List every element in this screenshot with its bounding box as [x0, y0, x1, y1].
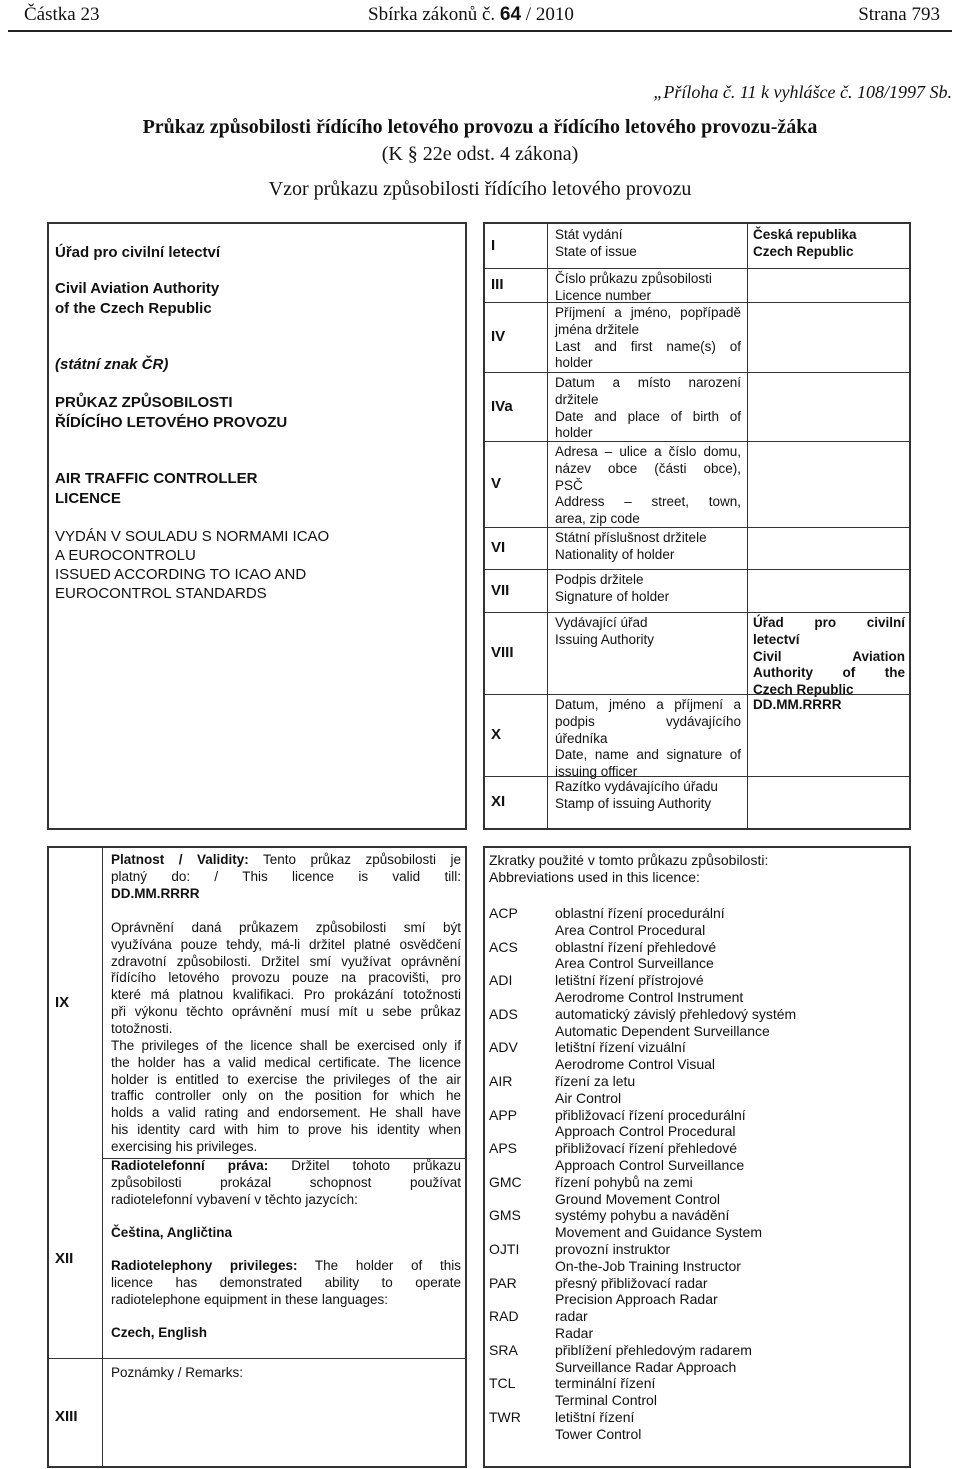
abbreviation-code: GMS [489, 1207, 521, 1224]
issued-statement-line1: VYDÁN V SOULADU S NORMAMI ICAO [55, 528, 330, 545]
table-divider [485, 302, 909, 303]
abbreviation-desc-cz: přibližovací řízení procedurální [555, 1106, 746, 1123]
table-divider [485, 612, 909, 613]
row-number: I [491, 237, 496, 254]
row-label [555, 227, 741, 261]
header-page-number: Strana 793 [858, 4, 940, 25]
abbreviation-item [489, 1409, 909, 1443]
row-number: VIII [491, 644, 514, 661]
radiotelephony-en [111, 1258, 461, 1308]
table-divider [485, 694, 909, 695]
row-label-line: podpis vydávajícího [555, 713, 741, 729]
privilege-line: holder is entitled to exercise the privileges of the air [111, 1071, 461, 1087]
licence-title-en-line1: AIR TRAFFIC CONTROLLER [55, 470, 258, 487]
abbreviation-code: ACS [489, 938, 518, 955]
row-number: VII [491, 581, 510, 599]
abbreviation-desc-en: Ground Movement Control [555, 1190, 720, 1207]
row-label-line: Issuing Authority [555, 631, 655, 647]
abbreviation-desc-cz: letištní řízení přístrojové [555, 972, 704, 989]
row-label [555, 271, 741, 305]
abbreviation-item [489, 1308, 909, 1342]
header-collection [368, 4, 574, 26]
abbreviation-desc-en: Precision Approach Radar [555, 1291, 718, 1308]
abbreviation-desc-cz: oblastní řízení přehledové [555, 938, 717, 955]
row-label-line: Date and place of birth of [555, 408, 741, 424]
abbreviations-list [489, 905, 909, 1445]
row-value-line: Czech Republic [753, 243, 854, 259]
row-value-line: Česká republika [753, 227, 857, 242]
abbreviation-desc-en: Terminal Control [555, 1392, 657, 1409]
radio-en-text: The holder of this [297, 1258, 461, 1273]
row-label-line: název obce (části obce), [555, 460, 741, 476]
radiotelephony-cz [111, 1158, 461, 1208]
abbreviation-desc-en: Surveillance Radar Approach [555, 1358, 737, 1375]
row-label [555, 305, 741, 372]
row-value-line: Civil Aviation [753, 648, 905, 664]
radio-line: radiotelefonní vybavení v těchto jazycích: [111, 1191, 358, 1207]
row-number: IX [55, 994, 70, 1011]
row-label-line: Licence number [555, 287, 652, 303]
abbreviation-code: ADI [489, 972, 513, 989]
abbreviation-desc-en: Radar [555, 1324, 594, 1341]
row-label-line: holder [555, 355, 593, 371]
radio-line [111, 1258, 461, 1275]
abbreviation-code: PAR [489, 1274, 517, 1291]
row-label-line: držitele [555, 391, 599, 407]
licence-back-left [47, 846, 467, 1468]
issued-statement-line2: A EUROCONTROLU [55, 547, 196, 564]
abbreviations-title-en: Abbreviations used in this licence: [489, 869, 700, 885]
table-divider [102, 848, 103, 1466]
radio-line: licence has demonstrated ability to operate [111, 1274, 461, 1290]
licence-details-table [483, 222, 911, 830]
privileges-cz [111, 920, 461, 1038]
privilege-line: his identity card with him to prove his identity when [111, 1121, 461, 1137]
row-value [753, 615, 905, 699]
radio-line [111, 1158, 461, 1175]
row-label-line: Signature of holder [555, 588, 670, 604]
row-label-line: Razítko vydávajícího úřadu [555, 779, 718, 794]
validity-text: Tento průkaz způsobilosti je [248, 852, 461, 867]
abbreviation-code: RAD [489, 1308, 519, 1325]
table-divider [747, 224, 748, 828]
row-label-line: Date, name and signature of [555, 747, 741, 763]
abbreviation-code: ACP [489, 905, 518, 921]
abbreviation-code: SRA [489, 1341, 518, 1358]
table-divider [485, 527, 909, 528]
table-divider [485, 372, 909, 373]
row-value [753, 697, 905, 714]
privilege-line: při výkonu těchto oprávnění musí mít u sebe průkaz [111, 1003, 461, 1019]
issued-statement-line4: EUROCONTROL STANDARDS [55, 585, 267, 602]
row-label-line: úředníka [555, 730, 608, 746]
privilege-line: holds a valid rating and endorsement. He shall have [111, 1105, 461, 1121]
row-label-line: area, zip code [555, 511, 640, 527]
radio-line: způsobilosti prokázal schopnost používat [111, 1174, 461, 1190]
validity-date: DD.MM.RRRR [111, 885, 200, 901]
privilege-line: the holder has a valid medical certificate. The licence [111, 1054, 461, 1070]
abbreviation-desc-en: Movement and Guidance System [555, 1224, 762, 1241]
abbreviation-item [489, 972, 909, 1006]
row-label [555, 375, 741, 442]
table-divider [49, 1358, 465, 1359]
privilege-line: The privileges of the licence shall be exercised only if [111, 1038, 461, 1053]
row-label [555, 615, 741, 649]
row-label-line: Address – street, town, [555, 494, 741, 510]
abbreviation-desc-en: Area Control Procedural [555, 921, 706, 938]
abbreviation-desc-en: Aerodrome Control Instrument [555, 988, 744, 1005]
abbreviation-item [489, 939, 909, 973]
row-number: IVa [491, 397, 513, 415]
validity-line [111, 852, 461, 869]
abbreviation-desc-cz: oblastní řízení procedurální [555, 905, 725, 921]
row-label [555, 697, 741, 781]
abbreviation-desc-en: Approach Control Surveillance [555, 1156, 745, 1173]
abbreviation-desc-cz: radar [555, 1308, 588, 1325]
abbreviation-item [489, 1107, 909, 1141]
row-label [555, 444, 741, 528]
abbreviation-code: APP [489, 1106, 518, 1123]
row-value-line: Authority of the [753, 665, 905, 681]
table-divider [547, 224, 548, 828]
row-number: IV [491, 328, 506, 345]
annex-reference: „Příloha č. 11 k vyhlášce č. 108/1997 Sb. [653, 82, 952, 102]
privilege-line: zdravotní způsobilosti. Držitel smí využívat oprávnění [111, 953, 461, 969]
abbreviation-desc-cz: řízení za letu [555, 1073, 636, 1089]
privileges-en [111, 1038, 461, 1156]
row-label-line: jména držitele [555, 321, 640, 337]
header-collection-number: 64 [499, 4, 522, 25]
abbreviation-desc-en: Air Control [555, 1089, 622, 1106]
abbreviation-desc-en: Approach Control Procedural [555, 1123, 736, 1140]
row-label-line: Last and first name(s) of [555, 338, 741, 354]
abbreviation-code: ADS [489, 1005, 518, 1022]
row-number: X [491, 726, 502, 743]
privilege-line: které má platnou kvalifikaci. Pro prokázání totožnosti [111, 987, 461, 1003]
abbreviation-item [489, 1342, 909, 1376]
privilege-line: traffic controller only on the position for which he [111, 1088, 461, 1104]
abbreviation-desc-en: Aerodrome Control Visual [555, 1056, 716, 1073]
row-label-line: PSČ [555, 477, 583, 493]
abbreviation-desc-cz: systémy pohybu a navádění [555, 1207, 730, 1224]
languages-en: Czech, English [111, 1325, 208, 1340]
row-value-line: Czech Republic [753, 682, 854, 698]
radio-en-label: Radiotelephony privileges: [111, 1258, 298, 1273]
radio-cz-label: Radiotelefonní práva: [111, 1158, 269, 1173]
authority-name-en-line1: Civil Aviation Authority [55, 280, 220, 297]
validity-section [111, 852, 461, 902]
abbreviation-code: APS [489, 1140, 518, 1157]
abbreviations-title-cz: Zkratky použité v tomto průkazu způsobilosti: [489, 852, 769, 868]
abbreviation-desc-cz: letištní řízení [555, 1409, 635, 1425]
abbreviation-desc-cz: provozní instruktor [555, 1241, 671, 1257]
privilege-line: totožnosti. [111, 1020, 173, 1036]
abbreviation-item [489, 1006, 909, 1040]
abbreviation-desc-cz: letištní řízení vizuální [555, 1039, 686, 1056]
abbreviation-code: TCL [489, 1375, 516, 1392]
row-label-line: Adresa – ulice a číslo domu, [555, 444, 741, 459]
abbreviation-item [489, 905, 909, 939]
abbreviation-code: ADV [489, 1039, 518, 1056]
licence-front-cover [47, 222, 467, 830]
row-label-line: Státní příslušnost držitele [555, 530, 707, 545]
abbreviation-desc-en: Automatic Dependent Surveillance [555, 1022, 770, 1039]
header-part: Částka 23 [24, 4, 100, 25]
licence-title-cz-line1: PRŮKAZ ZPŮSOBILOSTI [55, 394, 233, 411]
abbreviation-code: GMC [489, 1173, 522, 1190]
header-collection-prefix: Sbírka zákonů č. [368, 4, 500, 25]
abbreviation-item [489, 1039, 909, 1073]
abbreviation-item [489, 1073, 909, 1107]
languages-cz: Čeština, Angličtina [111, 1225, 233, 1240]
row-label-line: Vydávající úřad [555, 615, 648, 630]
row-label [555, 530, 741, 564]
validity-label: Platnost / Validity: [111, 852, 249, 867]
row-label-line: Datum a místo narození [555, 375, 741, 390]
abbreviation-item [489, 1241, 909, 1275]
row-label-line: Číslo průkazu způsobilosti [555, 271, 712, 286]
abbreviation-desc-cz: terminální řízení [555, 1375, 656, 1392]
row-label-line: issuing officer [555, 764, 638, 780]
row-value-line: DD.MM.RRRR [753, 697, 842, 712]
abbreviation-desc-cz: přesný přibližovací radar [555, 1274, 708, 1291]
privilege-line: Oprávnění daná průkazem způsobilosti smí být [111, 920, 461, 935]
abbreviation-code: OJTI [489, 1241, 520, 1257]
radio-cz-text: Držitel tohoto průkazu [268, 1158, 461, 1173]
abbreviation-item [489, 1174, 909, 1208]
page-header [8, 0, 952, 32]
document-subtitle: Vzor průkazu způsobilosti řídícího letového provozu [268, 178, 692, 200]
licence-title-cz-line2: ŘÍDÍCÍHO LETOVÉHO PROVOZU [55, 414, 288, 431]
document-legal-reference: (K § 22e odst. 4 zákona) [381, 143, 579, 165]
authority-name-cz: Úřad pro civilní letectví [55, 244, 221, 261]
abbreviation-desc-en: On-the-Job Training Instructor [555, 1257, 741, 1274]
abbreviation-desc-cz: přiblížení přehledovým radarem [555, 1341, 752, 1358]
table-divider [485, 268, 909, 269]
row-label-line: holder [555, 425, 593, 441]
abbreviation-item [489, 1207, 909, 1241]
table-divider [485, 569, 909, 570]
authority-name-en-line2: of the Czech Republic [55, 300, 212, 317]
issued-statement-line3: ISSUED ACCORDING TO ICAO AND [55, 566, 307, 583]
privilege-line: řídícího letového provozu pouze na pracovišti, pro [111, 970, 461, 986]
radio-line: radiotelephone equipment in these languages: [111, 1291, 388, 1307]
row-value [753, 227, 905, 261]
abbreviation-item [489, 1375, 909, 1409]
row-label-line: Stamp of issuing Authority [555, 795, 712, 811]
abbreviation-desc-cz: řízení pohybů na zemi [555, 1173, 693, 1190]
row-number: XI [491, 793, 506, 810]
row-number: V [491, 475, 502, 492]
row-label-line: Nationality of holder [555, 546, 675, 562]
abbreviation-desc-en: Tower Control [555, 1425, 642, 1442]
row-label-line: Datum, jméno a příjmení a [555, 697, 741, 712]
abbreviation-desc-cz: automatický závislý přehledový systém [555, 1005, 797, 1022]
abbreviations-panel [483, 846, 911, 1468]
row-number: XII [55, 1250, 74, 1267]
table-divider [485, 441, 909, 442]
row-label [555, 779, 741, 813]
privilege-line: exercising his privileges. [111, 1138, 258, 1154]
row-label-line: Podpis držitele [555, 572, 644, 587]
abbreviation-item [489, 1275, 909, 1309]
row-label-line: Příjmení a jméno, popřípadě [555, 305, 741, 320]
privilege-line: využívána pouze tehdy, má-li držitel platné osvědčení [111, 936, 461, 952]
document-title: Průkaz způsobilosti řídícího letového provozu a řídícího letového provozu-žáka [142, 116, 818, 138]
row-label-line: Stát vydání [555, 227, 623, 242]
table-divider [485, 776, 909, 777]
licence-title-en-line2: LICENCE [55, 490, 121, 507]
abbreviation-desc-en: Area Control Surveillance [555, 955, 714, 972]
row-label [555, 572, 741, 606]
abbreviation-code: TWR [489, 1409, 521, 1425]
validity-line: platný do: / This licence is valid till: [111, 868, 461, 884]
row-label-line: State of issue [555, 243, 637, 259]
row-value-line: letectví [753, 631, 800, 647]
row-number: XIII [55, 1408, 78, 1425]
abbreviation-desc-cz: přibližovací řízení přehledové [555, 1140, 738, 1157]
row-value-line: Úřad pro civilní [753, 615, 905, 630]
header-collection-suffix: / 2010 [521, 4, 574, 25]
row-number: VI [491, 539, 506, 556]
state-emblem-placeholder: (státní znak ČR) [55, 356, 169, 373]
remarks-label: Poznámky / Remarks: [111, 1365, 244, 1380]
abbreviation-code: AIR [489, 1073, 513, 1089]
abbreviation-item [489, 1140, 909, 1174]
row-number: III [491, 276, 504, 293]
